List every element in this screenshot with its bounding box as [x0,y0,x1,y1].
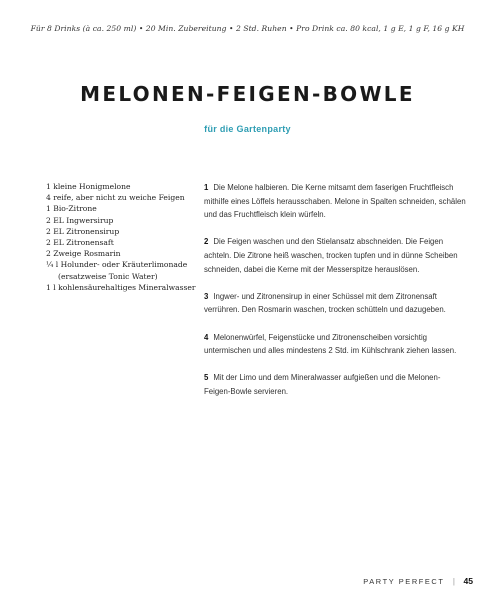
instruction-step [204,290,466,317]
ingredient-item: 1 Bio-Zitrone [46,204,97,214]
step-number: 4 [204,332,209,342]
step-text: Mit der Limo und dem Mineralwasser aufgießen und die Melonen-Feigen-Bowle servieren. [204,373,441,396]
footer-section-name: PARTY PERFECT [363,577,445,586]
step-text: Die Feigen waschen und den Stielansatz abschneiden. Die Feigen achteln. Die Zitrone heiß waschen, trocken tupfen und in dünne Scheiben schneiden, dabei die Kerne mit der Messerspitze herauslösen. [204,237,458,274]
recipe-meta-line: Für 8 Drinks (à ca. 250 ml) • 20 Min. Zubereitung • 2 Std. Ruhen • Pro Drink ca. 80 kcal, 1 g E, 1 g F, 16 g KH [30,24,465,33]
step-number: 3 [204,291,209,301]
page-number: 45 [463,576,473,586]
step-number: 2 [204,237,209,247]
instruction-step [204,181,466,222]
ingredient-item: 2 Zweige Rosmarin [46,249,121,259]
ingredient-item: 1 l kohlensäurehaltiges Mineralwasser [46,282,196,292]
ingredient-item: 1 kleine Honigmelone [46,182,131,191]
instruction-step [204,371,466,398]
instruction-step [204,235,466,276]
footer-divider: | [452,577,455,586]
instruction-steps [204,181,466,412]
ingredient-item: 2 EL Zitronensaft [46,238,114,248]
ingredient-item: 2 EL Zitronensirup [46,226,120,236]
instruction-step [204,331,466,358]
page-footer [363,571,473,589]
ingredient-item: 2 EL Ingwersirup [46,215,114,225]
recipe-title: MELONEN-FEIGEN-BOWLE [80,82,415,106]
ingredient-list [46,181,196,293]
step-text: Die Melone halbieren. Die Kerne mitsamt dem faserigen Fruchtfleisch mithilfe eines Löffels herausschaben. Melone in Spalten schneiden, schälen und das Fruchtfleisch klein würfeln. [204,183,466,220]
step-text: Melonenwürfel, Feigenstücke und Zitronenscheiben vorsichtig untermischen und alles mindestens 2 Std. im Kühlschrank ziehen lassen. [204,332,457,356]
step-number: 1 [204,183,209,192]
step-number: 5 [204,373,209,383]
ingredient-item: ¼ l Holunder- oder Kräuterlimonade (ersatzweise Tonic Water) [46,260,188,281]
step-text: Ingwer- und Zitronensirup in einer Schüssel mit dem Zitronensaft verrühren. Den Rosmarin waschen, trocken schütteln und dazugeben. [204,291,446,315]
recipe-subtitle: für die Gartenparty [204,124,291,134]
ingredient-item: 4 reife, aber nicht zu weiche Feigen [46,193,185,203]
